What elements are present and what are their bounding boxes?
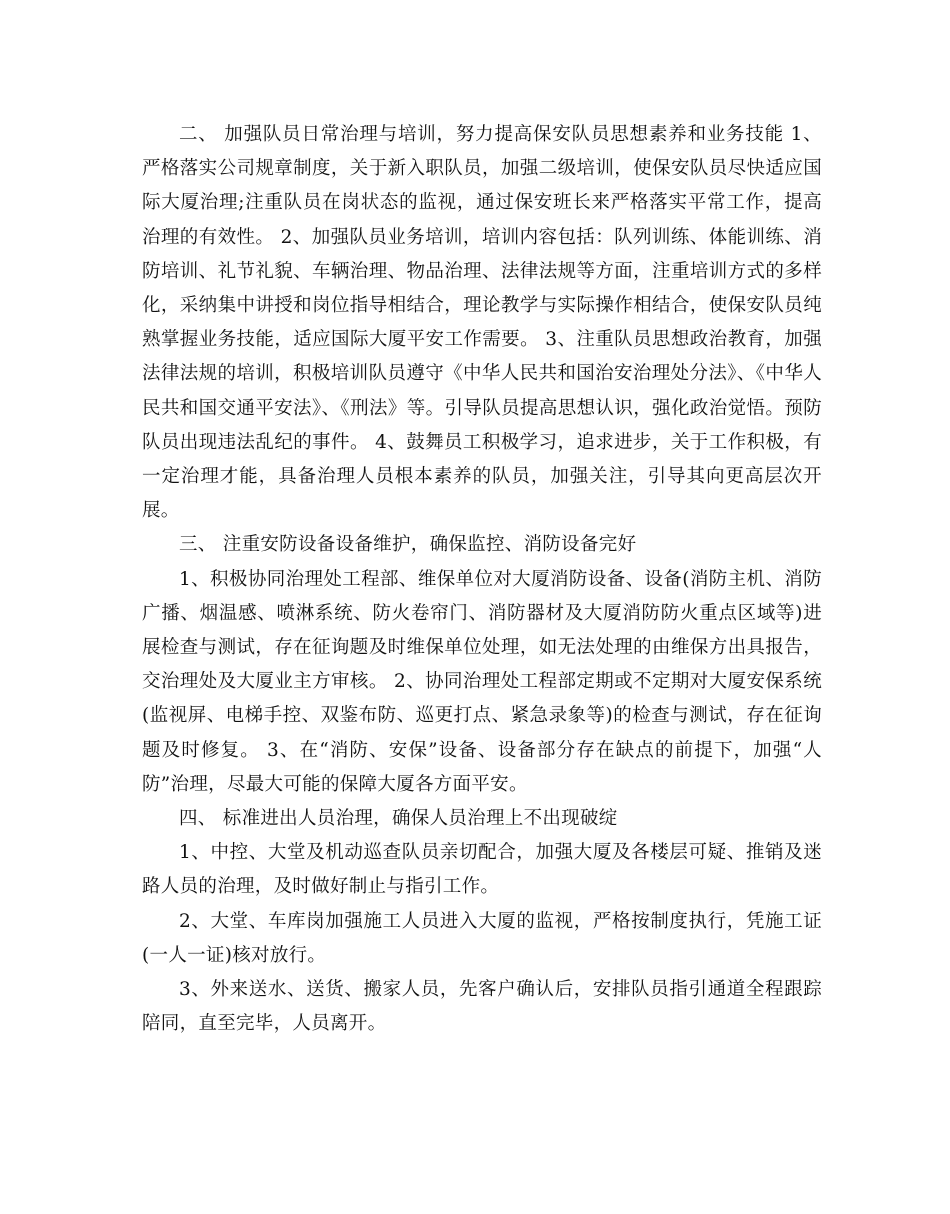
paragraph-section-two: 二、 加强队员日常治理与培训，努力提高保安队员思想素养和业务技能 1、严格落实公司规章制度，关于新入职队员，加强二级培训，使保安队员尽快适应国际大厦治理;注重队员在岗状态的监视，通过保安班长来严格落实平常工作，提高治理的有效性。 2、加强队员业务培训，培训内容包括：队列训练、体能训练、消防培训、礼节礼貌、车辆治理、物品治理、法律法规等方面，注重培训方式的多样化，采纳集中讲授和岗位指导相结合，理论教学与实际操作相结合，使保安队员纯熟掌握业务技能，适应国际大厦平安工作需要。 3、注重队员思想政治教育，加强法律法规的培训，积极培训队员遵守《中华人民共和国治安治理处分法》、《中华人民共和国交通平安法》、《刑法》等。引导队员提高思想认识，强化政治觉悟。预防队员出现违法乱纪的事件。 4、鼓舞员工积极学习，追求进步，关于工作积极，有一定治理才能，具备治理人员根本素养的队员，加强关注，引导其向更高层次开展。 xyxy=(142,124,822,522)
paragraph-section-four-item-2: 2、大堂、车库岗加强施工人员进入大厦的监视，严格按制度执行，凭施工证(一人一证)核对放行。 xyxy=(142,910,822,966)
paragraph-section-three-body: 1、积极协同治理处工程部、维保单位对大厦消防设备、设备(消防主机、消防广播、烟温感、喷淋系统、防火卷帘门、消防器材及大厦消防防火重点区域等)进展检查与测试，存在征询题及时维保单位处理，如无法处理的由维保方出具报告，交治理处及大厦业主方审核。 2、协同治理处工程部定期或不定期对大厦安保系统(监视屏、电梯手控、双鉴布防、巡更打点、紧急录象等)的检查与测试，存在征询题及时修复。 3、在“消防、安保”设备、设备部分存在缺点的前提下，加强“人防”治理，尽最大可能的保障大厦各方面平安。 xyxy=(142,568,822,795)
heading-section-three: 三、 注重安防设备设备维护，确保监控、消防设备完好 xyxy=(179,534,637,556)
document-body xyxy=(142,118,822,1041)
heading-section-four: 四、 标准进出人员治理，确保人员治理上不出现破绽 xyxy=(179,808,618,830)
paragraph-section-four-item-3: 3、外来送水、送货、搬家人员，先客户确认后，安排队员指引通道全程跟踪陪同，直至完毕，人员离开。 xyxy=(142,979,822,1035)
paragraph-section-four-item-1: 1、中控、大堂及机动巡查队员亲切配合，加强大厦及各楼层可疑、推销及迷路人员的治理，及时做好制止与指引工作。 xyxy=(142,842,822,898)
